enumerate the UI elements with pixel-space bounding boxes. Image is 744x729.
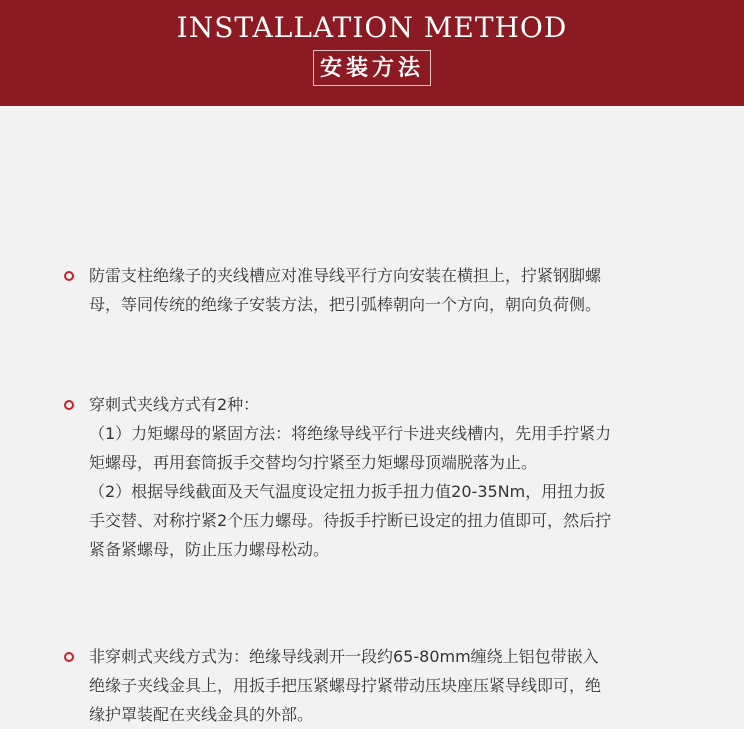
text-line: 母，等同传统的绝缘子安装方法，把引弧棒朝向一个方向，朝向负荷侧。 bbox=[89, 295, 602, 314]
page-subtitle: 安装方法 bbox=[313, 50, 431, 86]
text-line: 防雷支柱绝缘子的夹线槽应对准导线平行方向安装在横担上，拧紧钢脚螺 bbox=[89, 266, 602, 285]
list-item-non-piercing-method bbox=[64, 642, 684, 729]
item-text bbox=[89, 390, 684, 564]
list-item-lightning-insulator bbox=[64, 261, 684, 319]
text-line: 绝缘子夹线金具上，用扳手把压紧螺母拧紧带动压块座压紧导线即可，绝 bbox=[89, 676, 602, 695]
text-line: 非穿刺式夹线方式为：绝缘导线剥开一段约65-80mm缠绕上铝包带嵌入 bbox=[89, 647, 599, 666]
circle-bullet-icon bbox=[64, 400, 74, 410]
page-title: INSTALLATION METHOD bbox=[176, 11, 568, 44]
item-text bbox=[89, 261, 684, 319]
text-line: 矩螺母，再用套筒扳手交替均匀拧紧至力矩螺母顶端脱落为止。 bbox=[89, 453, 538, 472]
item-text bbox=[89, 642, 684, 729]
header-banner bbox=[0, 0, 744, 106]
subtitle-wrap bbox=[0, 50, 744, 86]
text-line: （1）力矩螺母的紧固方法：将绝缘导线平行卡进夹线槽内，先用手拧紧力 bbox=[89, 424, 612, 443]
text-line: 紧备紧螺母，防止压力螺母松动。 bbox=[89, 540, 330, 559]
circle-bullet-icon bbox=[64, 271, 74, 281]
list-item-piercing-method bbox=[64, 390, 684, 564]
text-line: 穿刺式夹线方式有2种： bbox=[89, 395, 260, 414]
content-area bbox=[0, 106, 744, 724]
circle-bullet-icon bbox=[64, 652, 74, 662]
text-line: 缘护罩装配在夹线金具的外部。 bbox=[89, 705, 314, 724]
text-line: （2）根据导线截面及天气温度设定扭力扳手扭力值20-35Nm，用扭力扳 bbox=[89, 482, 606, 501]
text-line: 手交替、对称拧紧2个压力螺母。待扳手拧断已设定的扭力值即可，然后拧 bbox=[89, 511, 612, 530]
